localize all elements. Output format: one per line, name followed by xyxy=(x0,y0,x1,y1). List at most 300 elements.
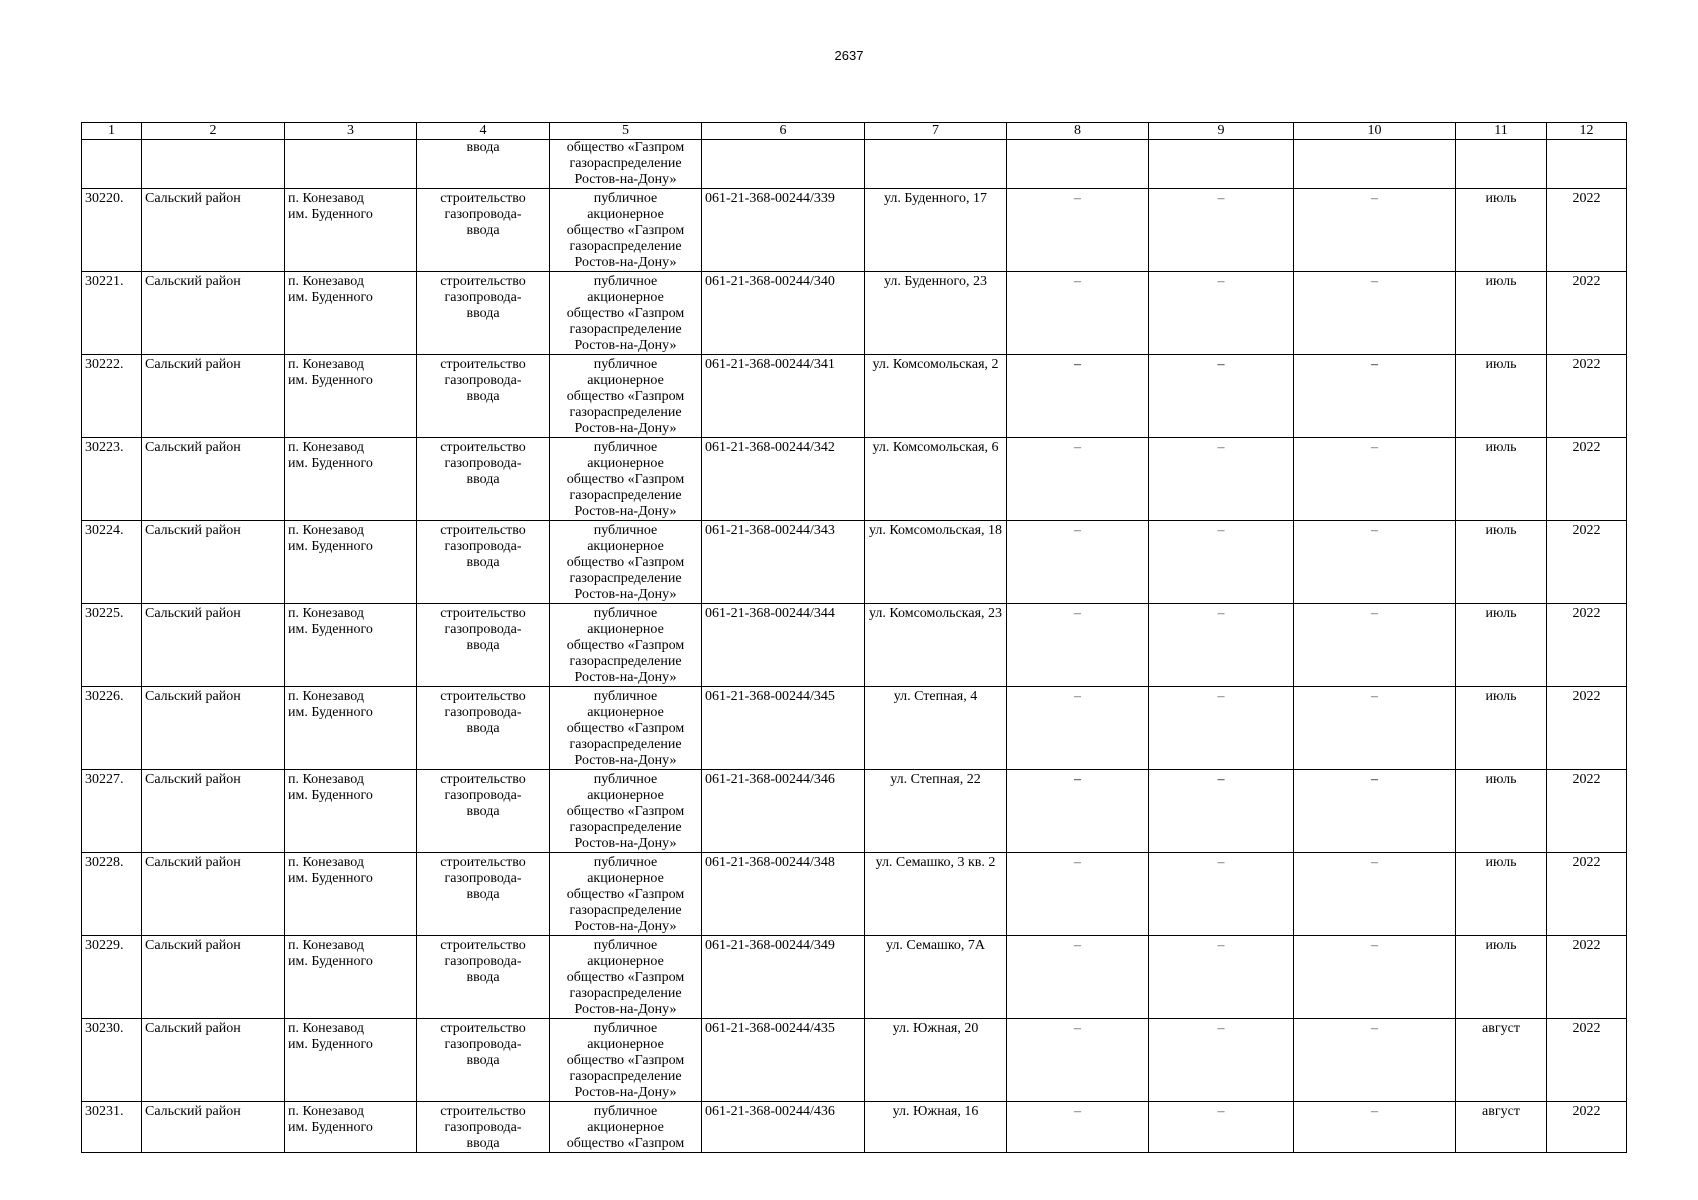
work-type-line: ввода xyxy=(466,555,500,570)
year-cell: 2022 xyxy=(1547,853,1627,936)
month-cell: июль xyxy=(1456,355,1547,438)
table-row xyxy=(82,189,1627,272)
work-type-line: газопровода- xyxy=(444,1037,522,1052)
dash-cell: – xyxy=(1149,853,1294,936)
dash-cell: – xyxy=(1007,438,1149,521)
row-number-cell: 30228. xyxy=(82,853,142,936)
work-type-line: газопровода- xyxy=(444,871,522,886)
organization-line: публичное xyxy=(593,1021,658,1036)
organization-line: публичное xyxy=(593,1104,658,1119)
column-header: 9 xyxy=(1149,123,1294,140)
table-cell xyxy=(1547,140,1627,189)
settlement-line: п. Конезавод xyxy=(288,1104,364,1119)
work-type-line: ввода xyxy=(466,887,500,902)
organization-line: Ростов-на-Дону» xyxy=(574,421,677,436)
dash-cell: – xyxy=(1294,936,1456,1019)
header-row xyxy=(82,123,1627,140)
dash-cell: – xyxy=(1007,355,1149,438)
cadastre-number-cell: 061-21-368-00244/436 xyxy=(702,1102,865,1153)
address-cell: ул. Комсомольская, 6 xyxy=(865,438,1007,521)
table-cell xyxy=(865,140,1007,189)
work-type-line: строительство xyxy=(440,440,526,455)
registry-table xyxy=(81,122,1627,1153)
settlement-line: п. Конезавод xyxy=(288,274,364,289)
row-number-cell: 30229. xyxy=(82,936,142,1019)
organization-cell xyxy=(550,521,702,604)
settlement-line: им. Буденного xyxy=(288,373,373,388)
settlement-cell xyxy=(285,853,417,936)
work-type-cell xyxy=(417,355,550,438)
work-type-line: строительство xyxy=(440,689,526,704)
organization-line: общество «Газпром xyxy=(566,1053,685,1068)
organization-line: акционерное xyxy=(587,373,664,388)
organization-line: Ростов-на-Дону» xyxy=(574,670,677,685)
dash-cell: – xyxy=(1294,355,1456,438)
organization-line: общество «Газпром xyxy=(566,804,685,819)
dash-cell: – xyxy=(1294,272,1456,355)
dash-cell: – xyxy=(1149,438,1294,521)
cadastre-number-cell: 061-21-368-00244/339 xyxy=(702,189,865,272)
address-cell: ул. Комсомольская, 2 xyxy=(865,355,1007,438)
year-cell: 2022 xyxy=(1547,438,1627,521)
row-number-cell: 30227. xyxy=(82,770,142,853)
organization-cell xyxy=(550,770,702,853)
work-type-line: газопровода- xyxy=(444,788,522,803)
cadastre-number-cell: 061-21-368-00244/435 xyxy=(702,1019,865,1102)
organization-line: Ростов-на-Дону» xyxy=(574,753,677,768)
table-row xyxy=(82,1019,1627,1102)
organization-line: общество «Газпром xyxy=(566,389,685,404)
organization-line: общество «Газпром xyxy=(566,306,685,321)
work-type-cell xyxy=(417,272,550,355)
work-type-cell xyxy=(417,1019,550,1102)
organization-cell xyxy=(550,1102,702,1153)
row-number-cell: 30221. xyxy=(82,272,142,355)
organization-line: Ростов-на-Дону» xyxy=(574,504,677,519)
organization-line: публичное xyxy=(593,523,658,538)
organization-line: газораспределение xyxy=(569,986,682,1001)
address-cell: ул. Семашко, 3 кв. 2 xyxy=(865,853,1007,936)
district-cell: Сальский район xyxy=(142,272,285,355)
work-type-cell xyxy=(417,687,550,770)
work-type-line: ввода xyxy=(466,472,500,487)
dash-cell: – xyxy=(1007,936,1149,1019)
table-row xyxy=(82,272,1627,355)
table-row xyxy=(82,936,1627,1019)
settlement-line: им. Буденного xyxy=(288,539,373,554)
dash-cell: – xyxy=(1149,355,1294,438)
settlement-cell xyxy=(285,604,417,687)
work-type-line: газопровода- xyxy=(444,373,522,388)
district-cell: Сальский район xyxy=(142,189,285,272)
month-cell: июль xyxy=(1456,272,1547,355)
table-cell xyxy=(1294,140,1456,189)
address-cell: ул. Комсомольская, 18 xyxy=(865,521,1007,604)
dash-cell: – xyxy=(1007,770,1149,853)
district-cell: Сальский район xyxy=(142,604,285,687)
table-row xyxy=(82,521,1627,604)
district-cell: Сальский район xyxy=(142,438,285,521)
year-cell: 2022 xyxy=(1547,272,1627,355)
row-number-cell: 30230. xyxy=(82,1019,142,1102)
table-cell xyxy=(1007,140,1149,189)
settlement-cell xyxy=(285,521,417,604)
organization-line: газораспределение xyxy=(569,903,682,918)
table-row xyxy=(82,687,1627,770)
table-cell xyxy=(1456,140,1547,189)
organization-line: газораспределение xyxy=(569,654,682,669)
district-cell: Сальский район xyxy=(142,1102,285,1153)
table-row xyxy=(82,438,1627,521)
table-row xyxy=(82,1102,1627,1153)
organization-line: акционерное xyxy=(587,705,664,720)
row-number-cell: 30226. xyxy=(82,687,142,770)
settlement-cell xyxy=(285,272,417,355)
dash-cell: – xyxy=(1294,770,1456,853)
organization-line: Ростов-на-Дону» xyxy=(574,836,677,851)
work-type-line: строительство xyxy=(440,191,526,206)
column-header: 8 xyxy=(1007,123,1149,140)
organization-line: акционерное xyxy=(587,207,664,222)
column-header: 7 xyxy=(865,123,1007,140)
month-cell: июль xyxy=(1456,853,1547,936)
settlement-line: им. Буденного xyxy=(288,290,373,305)
year-cell: 2022 xyxy=(1547,355,1627,438)
dash-cell: – xyxy=(1294,521,1456,604)
cadastre-number-cell: 061-21-368-00244/341 xyxy=(702,355,865,438)
organization-line: общество «Газпром xyxy=(566,223,685,238)
district-cell: Сальский район xyxy=(142,355,285,438)
year-cell: 2022 xyxy=(1547,604,1627,687)
dash-cell: – xyxy=(1294,604,1456,687)
work-type-line: ввода xyxy=(466,638,500,653)
organization-line: газораспределение xyxy=(569,820,682,835)
organization-line: публичное xyxy=(593,772,658,787)
year-cell: 2022 xyxy=(1547,1019,1627,1102)
table-cell xyxy=(142,140,285,189)
cadastre-number-cell: 061-21-368-00244/340 xyxy=(702,272,865,355)
organization-line: публичное xyxy=(593,191,658,206)
column-header: 3 xyxy=(285,123,417,140)
address-cell: ул. Комсомольская, 23 xyxy=(865,604,1007,687)
organization-line: общество «Газпром xyxy=(566,140,685,155)
district-cell: Сальский район xyxy=(142,521,285,604)
work-type-line: строительство xyxy=(440,1104,526,1119)
address-cell: ул. Семашко, 7А xyxy=(865,936,1007,1019)
dash-cell: – xyxy=(1007,1102,1149,1153)
organization-line: газораспределение xyxy=(569,405,682,420)
organization-cell xyxy=(550,604,702,687)
column-header: 5 xyxy=(550,123,702,140)
work-type-cell: ввода xyxy=(417,140,550,189)
row-number-cell: 30223. xyxy=(82,438,142,521)
table-row xyxy=(82,853,1627,936)
organization-line: акционерное xyxy=(587,290,664,305)
month-cell: июль xyxy=(1456,438,1547,521)
work-type-line: строительство xyxy=(440,855,526,870)
work-type-line: ввода xyxy=(466,804,500,819)
work-type-line: строительство xyxy=(440,606,526,621)
organization-line: акционерное xyxy=(587,954,664,969)
settlement-line: им. Буденного xyxy=(288,788,373,803)
work-type-cell xyxy=(417,936,550,1019)
dash-cell: – xyxy=(1007,687,1149,770)
address-cell: ул. Буденного, 17 xyxy=(865,189,1007,272)
table-row xyxy=(82,770,1627,853)
work-type-line: ввода xyxy=(466,306,500,321)
organization-line: публичное xyxy=(593,855,658,870)
work-type-cell xyxy=(417,521,550,604)
address-cell: ул. Южная, 20 xyxy=(865,1019,1007,1102)
settlement-line: им. Буденного xyxy=(288,1120,373,1135)
cadastre-number-cell: 061-21-368-00244/342 xyxy=(702,438,865,521)
settlement-line: п. Конезавод xyxy=(288,1021,364,1036)
settlement-line: п. Конезавод xyxy=(288,191,364,206)
continued-row xyxy=(82,140,1627,189)
work-type-line: строительство xyxy=(440,523,526,538)
organization-line: Ростов-на-Дону» xyxy=(574,1085,677,1100)
dash-cell: – xyxy=(1294,1019,1456,1102)
organization-line: Ростов-на-Дону» xyxy=(574,587,677,602)
column-number-header xyxy=(82,123,1627,140)
organization-cell xyxy=(550,936,702,1019)
dash-cell: – xyxy=(1007,853,1149,936)
district-cell: Сальский район xyxy=(142,1019,285,1102)
organization-cell xyxy=(550,687,702,770)
settlement-cell xyxy=(285,438,417,521)
page-number: 2637 xyxy=(834,48,864,63)
organization-line: газораспределение xyxy=(569,156,682,171)
work-type-cell xyxy=(417,853,550,936)
month-cell: август xyxy=(1456,1019,1547,1102)
organization-line: газораспределение xyxy=(569,737,682,752)
work-type-line: ввода xyxy=(466,721,500,736)
work-type-line: ввода xyxy=(466,1136,500,1151)
dash-cell: – xyxy=(1007,521,1149,604)
settlement-cell xyxy=(285,687,417,770)
settlement-line: п. Конезавод xyxy=(288,938,364,953)
month-cell: июль xyxy=(1456,189,1547,272)
year-cell: 2022 xyxy=(1547,687,1627,770)
settlement-line: п. Конезавод xyxy=(288,855,364,870)
settlement-line: им. Буденного xyxy=(288,622,373,637)
organization-line: Ростов-на-Дону» xyxy=(574,1002,677,1017)
dash-cell: – xyxy=(1294,853,1456,936)
work-type-line: ввода xyxy=(466,389,500,404)
cadastre-number-cell: 061-21-368-00244/344 xyxy=(702,604,865,687)
year-cell: 2022 xyxy=(1547,521,1627,604)
work-type-cell xyxy=(417,1102,550,1153)
organization-line: акционерное xyxy=(587,456,664,471)
cadastre-number-cell: 061-21-368-00244/346 xyxy=(702,770,865,853)
work-type-line: газопровода- xyxy=(444,622,522,637)
table-cell xyxy=(82,140,142,189)
organization-line: газораспределение xyxy=(569,1069,682,1084)
settlement-line: п. Конезавод xyxy=(288,689,364,704)
district-cell: Сальский район xyxy=(142,853,285,936)
organization-line: общество «Газпром xyxy=(566,638,685,653)
row-number-cell: 30225. xyxy=(82,604,142,687)
work-type-line: газопровода- xyxy=(444,207,522,222)
dash-cell: – xyxy=(1007,189,1149,272)
work-type-cell xyxy=(417,438,550,521)
column-header: 11 xyxy=(1456,123,1547,140)
organization-cell xyxy=(550,140,702,189)
table-row xyxy=(82,355,1627,438)
settlement-line: им. Буденного xyxy=(288,954,373,969)
organization-line: общество «Газпром xyxy=(566,721,685,736)
dash-cell: – xyxy=(1149,1102,1294,1153)
dash-cell: – xyxy=(1149,521,1294,604)
work-type-line: ввода xyxy=(466,223,500,238)
cadastre-number-cell: 061-21-368-00244/348 xyxy=(702,853,865,936)
dash-cell: – xyxy=(1149,189,1294,272)
organization-line: Ростов-на-Дону» xyxy=(574,919,677,934)
column-header: 10 xyxy=(1294,123,1456,140)
dash-cell: – xyxy=(1294,189,1456,272)
organization-cell xyxy=(550,1019,702,1102)
month-cell: июль xyxy=(1456,687,1547,770)
organization-cell xyxy=(550,438,702,521)
dash-cell: – xyxy=(1149,687,1294,770)
year-cell: 2022 xyxy=(1547,936,1627,1019)
row-number-cell: 30220. xyxy=(82,189,142,272)
column-header: 2 xyxy=(142,123,285,140)
settlement-line: п. Конезавод xyxy=(288,606,364,621)
work-type-cell xyxy=(417,770,550,853)
organization-cell xyxy=(550,853,702,936)
organization-line: акционерное xyxy=(587,788,664,803)
work-type-line: строительство xyxy=(440,274,526,289)
organization-cell xyxy=(550,355,702,438)
organization-line: газораспределение xyxy=(569,571,682,586)
dash-cell: – xyxy=(1294,1102,1456,1153)
column-header: 1 xyxy=(82,123,142,140)
work-type-cell xyxy=(417,189,550,272)
row-number-cell: 30224. xyxy=(82,521,142,604)
year-cell: 2022 xyxy=(1547,189,1627,272)
work-type-line: строительство xyxy=(440,357,526,372)
work-type-line: газопровода- xyxy=(444,290,522,305)
month-cell: июль xyxy=(1456,521,1547,604)
work-type-line: газопровода- xyxy=(444,705,522,720)
organization-line: публичное xyxy=(593,440,658,455)
organization-line: публичное xyxy=(593,689,658,704)
district-cell: Сальский район xyxy=(142,770,285,853)
dash-cell: – xyxy=(1149,1019,1294,1102)
settlement-line: п. Конезавод xyxy=(288,772,364,787)
organization-line: публичное xyxy=(593,938,658,953)
organization-line: Ростов-на-Дону» xyxy=(574,255,677,270)
organization-line: общество «Газпром xyxy=(566,1136,685,1151)
work-type-line: ввода xyxy=(466,1053,500,1068)
settlement-cell xyxy=(285,189,417,272)
work-type-line: ввода xyxy=(466,970,500,985)
settlement-cell xyxy=(285,936,417,1019)
organization-line: газораспределение xyxy=(569,239,682,254)
work-type-line: строительство xyxy=(440,938,526,953)
settlement-line: им. Буденного xyxy=(288,456,373,471)
district-cell: Сальский район xyxy=(142,936,285,1019)
settlement-cell xyxy=(285,355,417,438)
organization-line: общество «Газпром xyxy=(566,887,685,902)
settlement-line: им. Буденного xyxy=(288,871,373,886)
table-cell xyxy=(1149,140,1294,189)
organization-line: акционерное xyxy=(587,539,664,554)
settlement-line: п. Конезавод xyxy=(288,523,364,538)
year-cell: 2022 xyxy=(1547,1102,1627,1153)
dash-cell: – xyxy=(1149,272,1294,355)
table-row xyxy=(82,604,1627,687)
work-type-line: газопровода- xyxy=(444,539,522,554)
organization-line: газораспределение xyxy=(569,322,682,337)
row-number-cell: 30231. xyxy=(82,1102,142,1153)
dash-cell: – xyxy=(1007,272,1149,355)
organization-cell xyxy=(550,272,702,355)
cadastre-number-cell: 061-21-368-00244/349 xyxy=(702,936,865,1019)
work-type-line: газопровода- xyxy=(444,1120,522,1135)
column-header: 6 xyxy=(702,123,865,140)
organization-line: акционерное xyxy=(587,871,664,886)
work-type-line: строительство xyxy=(440,1021,526,1036)
month-cell: июль xyxy=(1456,604,1547,687)
organization-line: акционерное xyxy=(587,622,664,637)
work-type-cell xyxy=(417,604,550,687)
dash-cell: – xyxy=(1149,770,1294,853)
work-type-line: строительство xyxy=(440,772,526,787)
settlement-line: им. Буденного xyxy=(288,207,373,222)
organization-line: публичное xyxy=(593,357,658,372)
column-header: 12 xyxy=(1547,123,1627,140)
dash-cell: – xyxy=(1149,936,1294,1019)
column-header: 4 xyxy=(417,123,550,140)
settlement-cell xyxy=(285,770,417,853)
district-cell: Сальский район xyxy=(142,687,285,770)
cadastre-number-cell: 061-21-368-00244/343 xyxy=(702,521,865,604)
cadastre-number-cell: 061-21-368-00244/345 xyxy=(702,687,865,770)
dash-cell: – xyxy=(1294,438,1456,521)
month-cell: июль xyxy=(1456,936,1547,1019)
address-cell: ул. Степная, 22 xyxy=(865,770,1007,853)
dash-cell: – xyxy=(1294,687,1456,770)
address-cell: ул. Степная, 4 xyxy=(865,687,1007,770)
settlement-line: п. Конезавод xyxy=(288,440,364,455)
address-cell: ул. Южная, 16 xyxy=(865,1102,1007,1153)
organization-line: общество «Газпром xyxy=(566,970,685,985)
organization-line: публичное xyxy=(593,606,658,621)
dash-cell: – xyxy=(1149,604,1294,687)
address-cell: ул. Буденного, 23 xyxy=(865,272,1007,355)
work-type-line: газопровода- xyxy=(444,456,522,471)
year-cell: 2022 xyxy=(1547,770,1627,853)
organization-line: акционерное xyxy=(587,1120,664,1135)
settlement-line: п. Конезавод xyxy=(288,357,364,372)
dash-cell: – xyxy=(1007,604,1149,687)
organization-line: публичное xyxy=(593,274,658,289)
organization-line: общество «Газпром xyxy=(566,555,685,570)
row-number-cell: 30222. xyxy=(82,355,142,438)
organization-cell xyxy=(550,189,702,272)
organization-line: акционерное xyxy=(587,1037,664,1052)
settlement-cell xyxy=(285,1102,417,1153)
organization-line: Ростов-на-Дону» xyxy=(574,172,677,187)
organization-line: газораспределение xyxy=(569,488,682,503)
settlement-cell xyxy=(285,1019,417,1102)
month-cell: июль xyxy=(1456,770,1547,853)
table-cell xyxy=(702,140,865,189)
work-type-line: газопровода- xyxy=(444,954,522,969)
table-body xyxy=(82,140,1627,1153)
